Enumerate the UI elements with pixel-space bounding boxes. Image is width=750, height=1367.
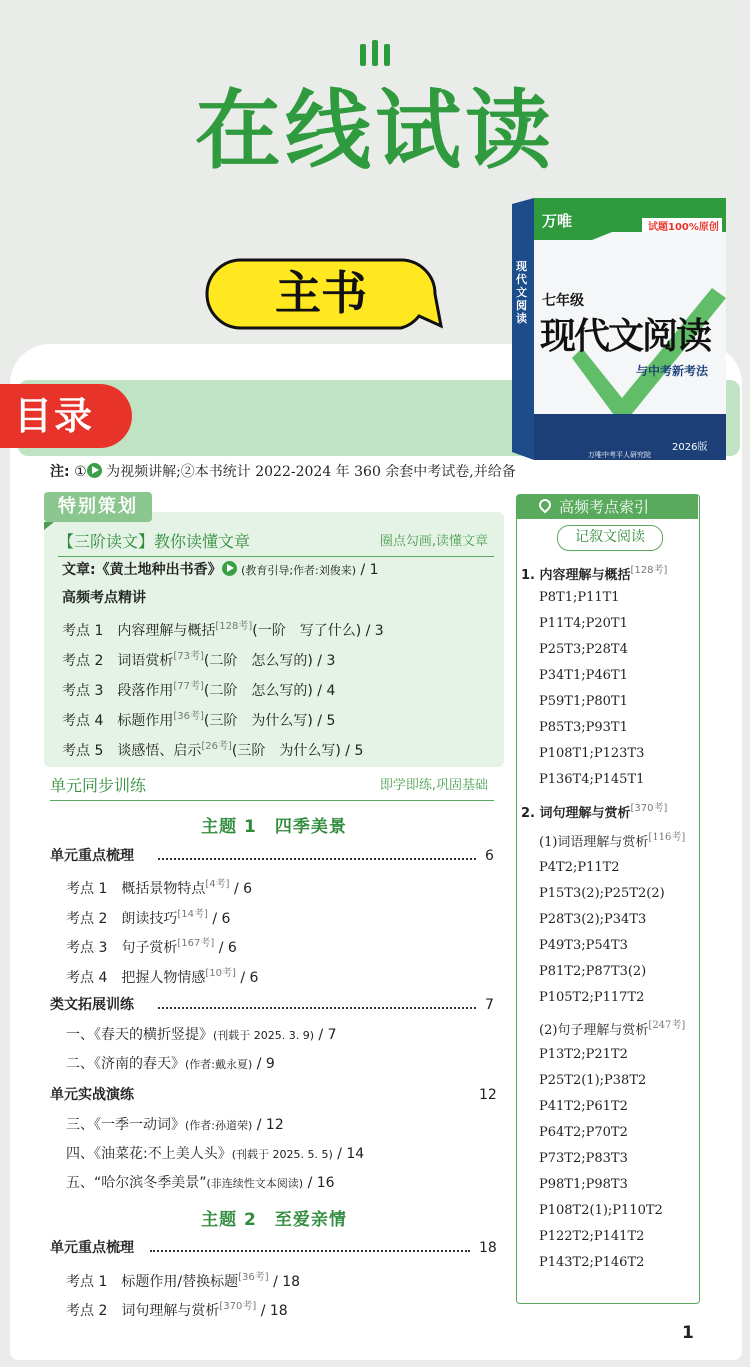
section-page: 18 xyxy=(479,1240,497,1256)
leader-dots xyxy=(158,858,476,860)
book-subtitle: 与中考新考法 xyxy=(636,364,709,378)
practice-item[interactable]: 三、《一季一动词》(作者:孙道荣) / 12 xyxy=(66,1117,284,1133)
mulu-label: 目录 xyxy=(0,384,132,448)
index-line: P15T3(2);P25T2(2) xyxy=(539,886,665,901)
book-publisher: 万唯中考平人研究院 xyxy=(588,451,651,459)
special-item[interactable]: 考点 5 谈感悟、启示[26考](三阶 为什么写) / 5 xyxy=(62,741,364,759)
topic-2-title: 主题 2 至爱亲情 xyxy=(201,1210,347,1230)
point-item[interactable]: 考点 4 把握人物情感[10考] / 6 xyxy=(66,968,259,986)
bubble-label: 主书 xyxy=(275,266,367,320)
index-line: P8T1;P11T1 xyxy=(539,590,620,605)
index-line: P73T2;P83T3 xyxy=(539,1151,628,1166)
section-page: 7 xyxy=(485,997,494,1013)
index-line: P25T3;P28T4 xyxy=(539,642,628,657)
index-line: P143T2;P146T2 xyxy=(539,1255,645,1270)
unit-head-right: 即学即练,巩固基础 xyxy=(379,778,488,793)
special-item[interactable]: 考点 2 词语赏析[73考](二阶 怎么写的) / 3 xyxy=(62,651,336,669)
index-head: 高频考点索引 xyxy=(517,495,698,519)
index-line: P34T1;P46T1 xyxy=(539,668,628,683)
book-grade: 七年级 xyxy=(542,293,584,309)
index-line: P81T2;P87T3(2) xyxy=(539,964,647,979)
index-pill: 记叙文阅读 xyxy=(557,525,663,551)
index-line: P11T4;P20T1 xyxy=(539,616,628,631)
section-page: 6 xyxy=(485,848,494,864)
play-icon xyxy=(222,561,237,576)
point-item[interactable]: 考点 1 概括景物特点[4考] / 6 xyxy=(66,879,253,897)
article-line[interactable] xyxy=(62,560,379,581)
index-line: P105T2;P117T2 xyxy=(539,990,645,1005)
article-title: 文章:《黄土地种出书香》 xyxy=(62,562,222,578)
index-line: P49T3;P54T3 xyxy=(539,938,628,953)
point-item[interactable]: 考点 2 朗读技巧[14考] / 6 xyxy=(66,909,231,927)
special-item[interactable]: 考点 4 标题作用[36考](三阶 为什么写) / 5 xyxy=(62,711,336,729)
index-line: P25T2(1);P38T2 xyxy=(539,1073,647,1088)
index-line: P108T2(1);P110T2 xyxy=(539,1203,663,1218)
note-circled: ① xyxy=(74,464,87,480)
index-line: P59T1;P80T1 xyxy=(539,694,628,709)
special-subhead: 高频考点精讲 xyxy=(62,590,146,606)
point-item[interactable]: 考点 1 标题作用/替换标题[36考] / 18 xyxy=(66,1272,301,1290)
article-page: / 1 xyxy=(360,562,379,578)
point-item[interactable]: 考点 3 句子赏析[167考] / 6 xyxy=(66,938,237,956)
topic-1-title: 主题 1 四季美景 xyxy=(201,817,347,837)
book-title: 现代文阅读 xyxy=(540,316,711,357)
index-line: P98T1;P98T3 xyxy=(539,1177,628,1192)
index-line: (1)词语理解与赏析[116考] xyxy=(539,832,686,850)
index-line: P85T3;P93T1 xyxy=(539,720,628,735)
play-icon xyxy=(87,463,102,478)
title-decoration xyxy=(360,44,392,68)
article-note: (教育引导;作者:刘俊来) xyxy=(241,564,357,577)
location-pin-icon xyxy=(537,497,554,514)
index-line: P108T1;P123T3 xyxy=(539,746,645,761)
practice-item[interactable]: 四、《油菜花:不上美人头》(刊载于 2025. 5. 5) / 14 xyxy=(66,1146,365,1162)
section-title[interactable]: 单元实战演练 xyxy=(50,1087,134,1103)
book-cover xyxy=(512,198,726,460)
section-title[interactable]: 类文拓展训练 xyxy=(50,997,134,1013)
leader-dots xyxy=(150,1250,470,1252)
unit-head-left: 单元同步训练 xyxy=(50,776,147,795)
note-prefix: 注: xyxy=(50,464,70,480)
section-page: 12 xyxy=(479,1087,497,1103)
index-line: P122T2;P141T2 xyxy=(539,1229,645,1244)
special-tag: 特别策划 xyxy=(44,492,152,522)
index-line: (2)句子理解与赏析[247考] xyxy=(539,1020,686,1038)
special-head-left: 【三阶读文】教你读懂文章 xyxy=(58,532,251,551)
note-line xyxy=(50,460,520,484)
index-line: P28T3(2);P34T3 xyxy=(539,912,647,927)
section-title[interactable]: 单元重点梳理 xyxy=(50,1240,134,1256)
index-line: P13T2;P21T2 xyxy=(539,1047,628,1062)
special-item[interactable]: 考点 3 段落作用[77考](二阶 怎么写的) / 4 xyxy=(62,681,336,699)
book-badge: 试题100%原创 xyxy=(648,222,719,233)
special-head xyxy=(58,530,494,557)
special-item[interactable]: 考点 1 内容理解与概括[128考](一阶 写了什么) / 3 xyxy=(62,621,384,639)
section-title[interactable]: 单元重点梳理 xyxy=(50,848,134,864)
unit-head xyxy=(50,774,494,801)
index-line: 2. 词句理解与赏析[370考] xyxy=(521,803,668,821)
page-title: 在线试读 xyxy=(195,81,555,181)
book-edition: 2026版 xyxy=(672,442,708,453)
page-number: 1 xyxy=(682,1323,694,1343)
speech-bubble xyxy=(205,256,437,332)
point-item[interactable]: 考点 2 词句理解与赏析[370考] / 18 xyxy=(66,1301,288,1319)
index-line: 1. 内容理解与概括[128考] xyxy=(521,565,668,583)
index-line: P41T2;P61T2 xyxy=(539,1099,628,1114)
book-spine: 现代文阅读 xyxy=(516,260,527,325)
reading-item[interactable]: 二、《济南的春天》(作者:戴永夏) / 9 xyxy=(66,1056,275,1072)
special-head-right: 圈点勾画,读懂文章 xyxy=(379,534,488,549)
index-line: P136T4;P145T1 xyxy=(539,772,645,787)
practice-item[interactable]: 五、“哈尔滨冬季美景”(非连续性文本阅读) / 16 xyxy=(66,1175,335,1191)
index-line: P64T2;P70T2 xyxy=(539,1125,628,1140)
index-line: P4T2;P11T2 xyxy=(539,860,620,875)
leader-dots xyxy=(158,1007,476,1009)
reading-item[interactable]: 一、《春天的横折竖提》(刊载于 2025. 3. 9) / 7 xyxy=(66,1027,337,1043)
book-brand: 万唯 xyxy=(542,212,573,230)
note-text: 为视频讲解;②本书统计 2022-2024 年 360 余套中考试卷,并给备 xyxy=(106,464,516,480)
